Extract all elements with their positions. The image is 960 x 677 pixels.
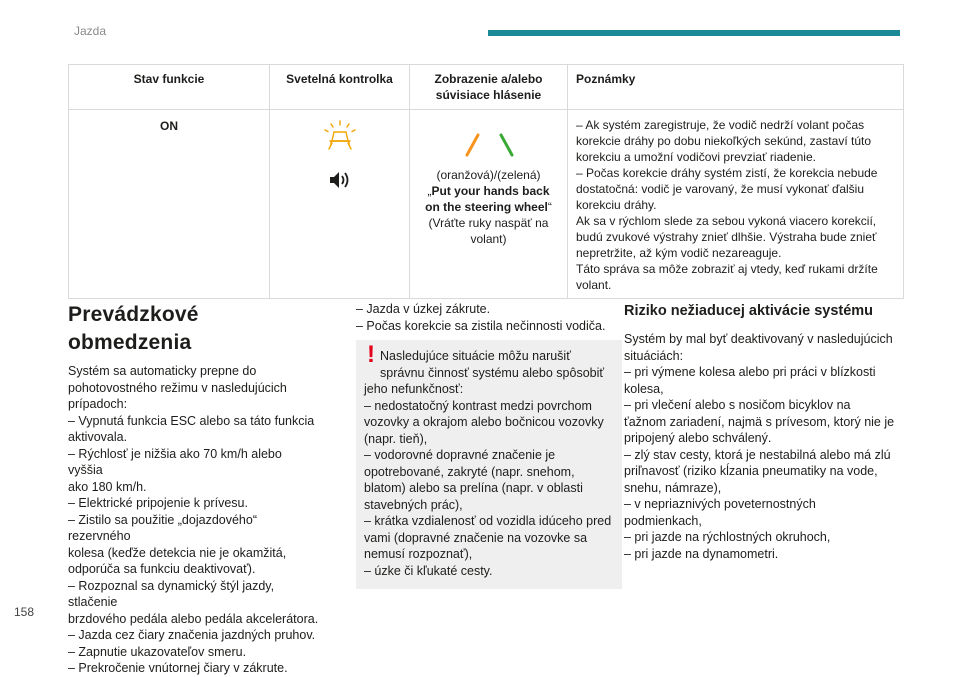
warning-line: (napr. tieň), bbox=[364, 431, 428, 446]
header-display-line-1: Zobrazenie a/alebo bbox=[434, 72, 543, 86]
text-line: – Zistilo sa použitie „dojazdového“ rezervného bbox=[68, 512, 257, 543]
speaker-sound-icon bbox=[327, 169, 353, 191]
text-line: snehu, námraze), bbox=[624, 480, 722, 495]
text-line: odporúča sa funkciu deaktivovať). bbox=[68, 562, 256, 576]
notes-line: korekciu a umožní vodičovi prevziať riadenie. bbox=[576, 150, 816, 164]
text-line: – Vypnutá funkcia ESC alebo sa táto funkcia bbox=[68, 413, 315, 428]
quote-close: “ bbox=[547, 200, 552, 214]
header-display bbox=[409, 65, 567, 109]
notes-line: Ak sa v rýchlom slede za sebou vykoná viacero korekcií, bbox=[576, 214, 877, 228]
warning-text bbox=[364, 348, 616, 579]
notes-line: dostatočná: vodič je varovaný, že musí vykonať ďalšiu bbox=[576, 182, 865, 196]
text-line: ako 180 km/h. bbox=[68, 479, 147, 494]
text-line: – zlý stav cesty, ktorá je nestabilná alebo má zlú bbox=[624, 447, 891, 462]
warning-line: správnu činnosť systému alebo spôsobiť bbox=[380, 365, 605, 380]
unwanted-activation-section bbox=[624, 301, 906, 562]
warning-line: stavebných prác), bbox=[364, 497, 463, 512]
lane-keeping-warning-lamp-icon bbox=[320, 119, 360, 153]
message-translation-2: volant) bbox=[470, 232, 507, 246]
message-line-1 bbox=[418, 183, 559, 199]
section-title: Prevádzkové obmedzenia bbox=[68, 303, 199, 354]
subsection-title: Riziko nežiaducej aktivácie systému bbox=[624, 303, 874, 319]
notes-line: Táto správa sa môže zobraziť aj vtedy, keď rukami držíte bbox=[576, 262, 878, 276]
text-line: situáciách: bbox=[624, 348, 684, 363]
notes-line: nepretržite, až kým vodič nezareaguje. bbox=[576, 246, 782, 260]
warning-line: vozovky a okrajom alebo bočnicou vozovky bbox=[364, 415, 604, 429]
text-line: kolesa (keďže detekcia nie je okamžitá, bbox=[68, 545, 287, 560]
message-bold-1: Put your hands back bbox=[431, 184, 550, 198]
warning-line: nemusí rozpoznať), bbox=[364, 547, 473, 561]
display-colors-text: (oranžová)/(zelená) bbox=[436, 168, 541, 182]
text-line: – pri jazde na rýchlostných okruhoch, bbox=[624, 530, 831, 544]
text-line: – Počas korekcie sa zistila nečinnosti vodiča. bbox=[356, 318, 606, 333]
warning-line: Nasledujúce situácie môžu narušiť bbox=[380, 349, 571, 363]
text-line: – Zapnutie ukazovateľov smeru. bbox=[68, 644, 247, 659]
lane-lines-icon bbox=[454, 125, 524, 159]
warning-line: – krátka vzdialenosť od vozidla idúceho pred bbox=[364, 514, 612, 528]
text-line: prípadoch: bbox=[68, 397, 128, 411]
quote-open: „ bbox=[427, 184, 432, 198]
subsection-body bbox=[624, 331, 906, 562]
message-translation-1: (Vráťte ruky naspäť na bbox=[428, 216, 549, 230]
text-line: brzdového pedála alebo pedála akcelerátora. bbox=[68, 611, 319, 626]
header-accent-bar bbox=[488, 30, 900, 36]
text-line: Systém by mal byť deaktivovaný v nasledujúcich bbox=[624, 332, 893, 346]
text-line: – pri jazde na dynamometri. bbox=[624, 546, 779, 561]
text-line: – pri vlečení alebo s nosičom bicyklov na bbox=[624, 398, 851, 412]
text-line: – Jazda cez čiary značenia jazdných pruhov. bbox=[68, 628, 316, 642]
notes-line: volant. bbox=[576, 278, 612, 292]
text-line: priľnavosť (riziko kĺzania pneumatiky na vode, bbox=[624, 464, 878, 478]
text-line: – Jazda v úzkej zákrute. bbox=[356, 302, 491, 316]
text-line: – Elektrické pripojenie k prívesu. bbox=[68, 496, 248, 510]
operating-limits-section bbox=[68, 301, 320, 677]
text-line: – v nepriaznivých poveternostných bbox=[624, 497, 816, 511]
text-line: – Prekročenie vnútornej čiary v zákrute. bbox=[68, 661, 288, 675]
warning-line: opotrebované, zakryté (napr. snehom, bbox=[364, 464, 575, 479]
notes-cell bbox=[567, 110, 903, 298]
message-bold-2: on the steering wheel bbox=[425, 200, 548, 214]
section-body-continued bbox=[356, 301, 622, 334]
text-line: kolesa, bbox=[624, 381, 664, 396]
notes-line: korekcie dráhy po dobu niekoľkých sekúnd, zastaví túto bbox=[576, 134, 872, 148]
display-cell bbox=[409, 110, 567, 298]
warning-line: jeho nefunkčnosť: bbox=[364, 382, 464, 396]
warning-line: – nedostatočný kontrast medzi povrchom bbox=[364, 398, 592, 413]
notes-line: – Ak systém zaregistruje, že vodič nedrží volant počas bbox=[576, 118, 865, 132]
warning-line: – vodorovné dopravné značenie je bbox=[364, 448, 556, 462]
section-body bbox=[68, 363, 320, 677]
table-header-row bbox=[69, 65, 903, 109]
header-lamp: Svetelná kontrolka bbox=[269, 65, 409, 109]
text-line: aktivovala. bbox=[68, 430, 128, 444]
table-row bbox=[69, 109, 903, 298]
text-line: Systém sa automaticky prepne do bbox=[68, 364, 257, 378]
text-line: podmienkach, bbox=[624, 513, 702, 528]
state-on: ON bbox=[160, 119, 178, 133]
text-line: ťažnom zariadení, najmä s prívesom, ktorý nie je bbox=[624, 414, 895, 429]
header-state: Stav funkcie bbox=[133, 72, 205, 86]
header-notes: Poznámky bbox=[567, 65, 903, 109]
lamp-cell bbox=[269, 110, 409, 298]
header-display-line-2: súvisiace hlásenie bbox=[435, 88, 542, 102]
text-line: – Rozpoznal sa dynamický štýl jazdy, stlačenie bbox=[68, 578, 275, 609]
operating-limits-continued bbox=[356, 301, 622, 589]
text-line: pripojený alebo schválený. bbox=[624, 431, 772, 445]
warning-exclamation-icon: ! bbox=[367, 341, 375, 368]
notes-line: budú zvukové výstrahy znieť dlhšie. Výstraha bude znieť bbox=[576, 230, 877, 244]
warning-box bbox=[356, 340, 622, 589]
notes-line: korekciu dráhy. bbox=[576, 198, 657, 212]
text-line: pohotovostného režimu v nasledujúcich bbox=[68, 380, 287, 395]
page-number: 158 bbox=[14, 605, 35, 619]
chapter-title: Jazda bbox=[74, 24, 107, 38]
warning-line: vami (dopravné značenie na vozovke sa bbox=[364, 530, 588, 545]
notes-line: – Počas korekcie dráhy systém zistí, že korekcia nebude bbox=[576, 166, 878, 180]
message-line-2 bbox=[418, 199, 559, 215]
function-status-table bbox=[68, 64, 904, 299]
warning-line: – úzke či kľukaté cesty. bbox=[364, 563, 493, 578]
text-line: – Rýchlosť je nižšia ako 70 km/h alebo vyššia bbox=[68, 446, 282, 477]
warning-line: blatom) alebo sa prelína (napr. v oblasti bbox=[364, 481, 583, 495]
text-line: – pri výmene kolesa alebo pri práci v blízkosti bbox=[624, 365, 876, 379]
